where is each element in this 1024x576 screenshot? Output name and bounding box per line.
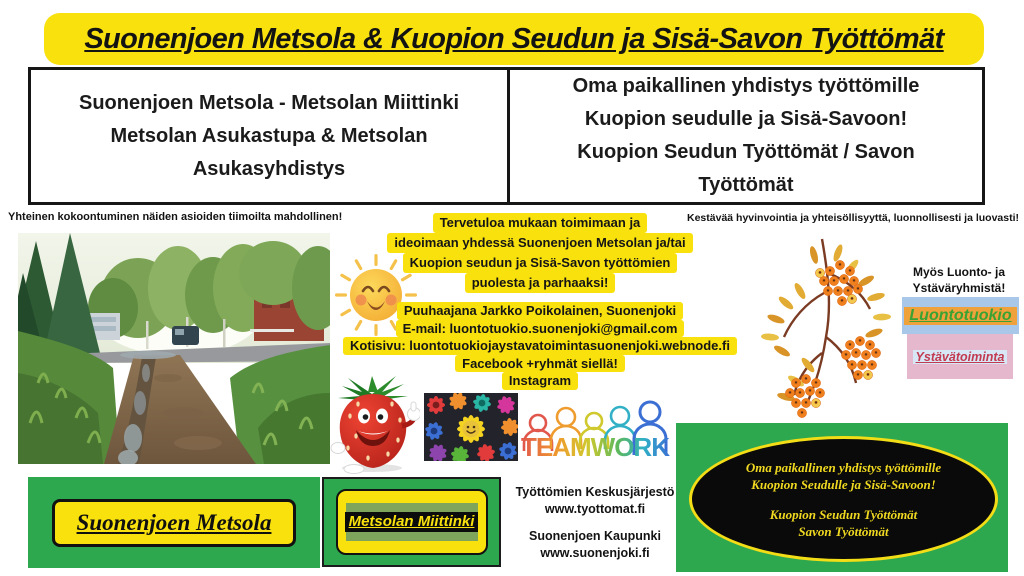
groups-heading: [898, 264, 1020, 296]
metsola-banner-label: Suonenjoen Metsola: [76, 509, 272, 535]
miittinki-banner: [322, 477, 501, 567]
partner-item: [500, 528, 690, 562]
info-box-metsola: [28, 67, 510, 205]
nature-group-box: [902, 297, 1019, 334]
nature-group-label: Luontotuokio: [904, 307, 1016, 325]
welcome-line: Kuopion seudun ja Sisä-Savon työttömien: [403, 253, 678, 273]
info-box-line: Työttömät: [698, 174, 794, 196]
oval-line: Kuopion Seudulle ja Sisä-Savoon!: [751, 476, 936, 492]
groups-heading-line: Ystäväryhmistä!: [912, 281, 1006, 295]
contact-facebook: Facebook +ryhmät siellä!: [455, 355, 625, 373]
groups-heading-line: Myös Luonto- ja: [913, 265, 1005, 279]
miittinki-banner-plate: [336, 489, 488, 555]
miittinki-banner-band: [346, 503, 478, 541]
welcome-text-block: [330, 213, 750, 293]
partner-item: [500, 484, 690, 518]
tyottomat-green-box: [676, 423, 1008, 572]
info-box-line: Kuopion seudulle ja Sisä-Savoon!: [584, 108, 908, 130]
metsola-banner-plate: [52, 499, 296, 547]
gravel-road-photo: [18, 233, 330, 464]
strawberry-mascot-icon: [328, 374, 420, 474]
miittinki-banner-label: Metsolan Miittinki: [348, 513, 475, 530]
friend-group-box: [907, 334, 1013, 379]
info-box-line: Kuopion Seudun Työttömät / Savon: [577, 141, 915, 163]
note-right: Kestävää hyvinvointia ja yhteisöllisyyttä, luonnollisesti ja luovasti!: [687, 212, 1020, 224]
info-box-line: Suonenjoen Metsola - Metsolan Miittinki: [78, 91, 460, 114]
poster-title: Suonenjoen Metsola & Kuopion Seudun ja Sisä-Savon Työttömät: [84, 22, 944, 55]
teamwork-word: TEAMWORK: [521, 432, 669, 462]
welcome-line: Tervetuloa mukaan toimimaan ja: [433, 213, 648, 233]
miittinki-banner-strip: [345, 512, 479, 532]
welcome-line: puolesta ja parhaaksi!: [465, 273, 616, 293]
info-box-line: Metsolan Asukastupa & Metsolan: [110, 124, 428, 147]
note-left: Yhteinen kokoontuminen näiden asioiden tiimoilta mahdollinen!: [8, 211, 343, 223]
contact-organizer: Puuhaajana Jarkko Poikolainen, Suonenjoki: [397, 302, 683, 320]
oval-line: Oma paikallinen yhdistys työttömille: [745, 459, 942, 475]
contact-website: Kotisivu: luontotuokiojaystavatoimintasuonenjoki.webnode.fi: [343, 337, 737, 355]
partner-url: www.suonenjoki.fi: [540, 546, 650, 560]
info-box-tyottomat: [507, 67, 985, 205]
tyottomat-oval: [689, 436, 998, 562]
partner-name: Suonenjoen Kaupunki: [529, 529, 661, 543]
oval-line: Savon Työttömät: [798, 523, 889, 539]
partner-name: Työttömien Keskusjärjestö: [515, 485, 675, 499]
friend-group-label: Ystävätoiminta: [913, 350, 1008, 364]
partners-list: [500, 484, 690, 562]
info-box-line: Asukasyhdistys: [192, 157, 346, 180]
contact-email: E-mail: luontotuokio.suonenjoki@gmail.com: [396, 320, 685, 338]
metsola-banner: [28, 477, 320, 568]
rowanberry-branch-icon: [756, 233, 898, 421]
flower-collage-icon: [424, 393, 518, 461]
welcome-line: ideoimaan yhdessä Suonenjoen Metsolan ja/tai: [387, 233, 692, 253]
partner-url: www.tyottomat.fi: [544, 502, 646, 516]
oval-line: Kuopion Seudun Työttömät: [769, 506, 918, 522]
info-box-line: Oma paikallinen yhdistys työttömille: [572, 75, 920, 97]
teamwork-logo: [518, 397, 670, 469]
title-banner: [44, 13, 984, 65]
contact-instagram: Instagram: [502, 372, 578, 390]
